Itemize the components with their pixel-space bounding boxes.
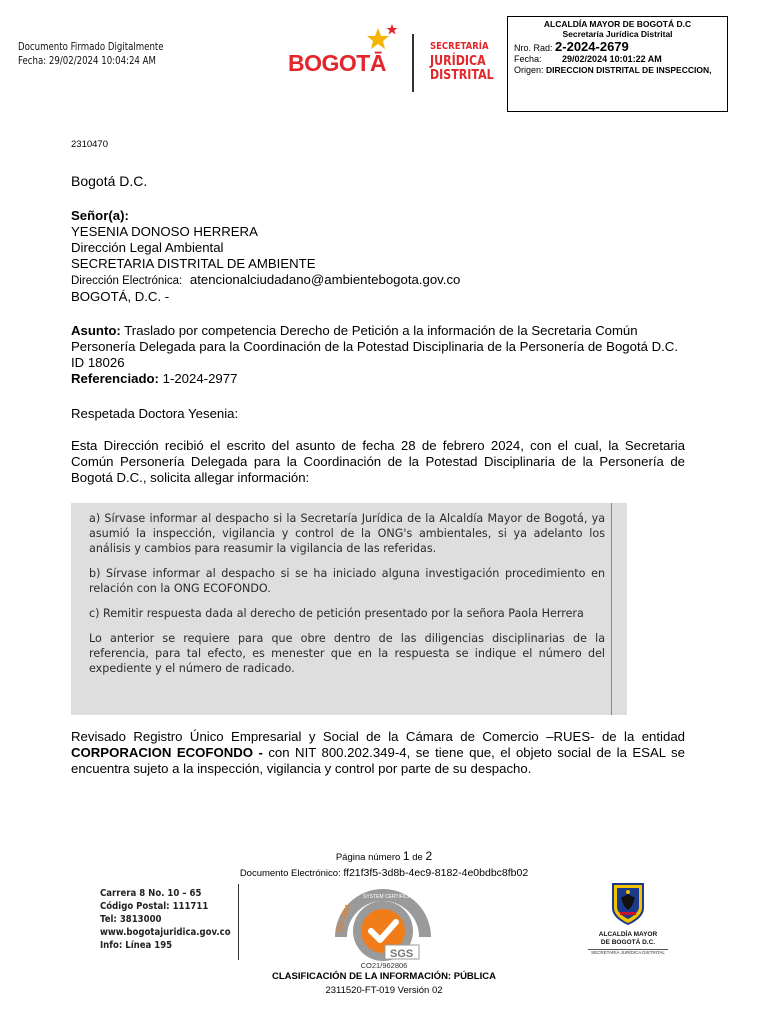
sgs-text: SGS: [390, 948, 414, 960]
request-item-b: b) Sírvase informar al despacho si se ha iniciado alguna investigación procedimiento en relación con la ONG ECOFONDO.: [89, 566, 606, 595]
certificate-code: CO21/962806: [360, 961, 408, 970]
radicado-origin: DIRECCION DISTRITAL DE INSPECCION,: [546, 65, 712, 75]
scan-artifact-line: [611, 503, 612, 715]
secretaria-line-2: JURÍDICA: [430, 53, 486, 69]
doc-id-value: ff21f3f5-3d8b-4ec9-8182-4e0bdbc8fb02: [343, 867, 529, 879]
radicado-number-label: Nro. Rad:: [514, 43, 553, 53]
document-code: 2310470: [71, 139, 108, 150]
paragraph-rues: [71, 729, 685, 777]
electronic-document-id: [0, 867, 768, 879]
website-link[interactable]: www.bogotajuridica.gov.co: [100, 927, 231, 938]
addressee-office: Dirección Legal Ambiental: [71, 240, 224, 255]
contact-address: [100, 887, 231, 952]
addressee-city: BOGOTÁ, D.C. -: [71, 289, 170, 304]
secretaria-logo-text: [430, 40, 494, 84]
alcaldia-line-1: ALCALDÍA MAYOR: [598, 931, 658, 938]
signature-title: Documento Firmado Digitalmente: [18, 41, 164, 53]
email-label: Dirección Electrónica:: [71, 275, 183, 287]
greeting: Respetada Doctora Yesenia:: [71, 406, 239, 421]
radicado-box: [507, 16, 728, 112]
salutation-label: Señor(a):: [71, 208, 129, 223]
radicado-date: 29/02/2024 10:01:22 AM: [562, 54, 662, 64]
subject-text: Traslado por competencia Derecho de Petición a la información de la Secretaria Común Personería Delegada para la Coordinación de la Potestad Disciplinaria de la Personería de Bogotá D.C. ID 18026: [71, 323, 678, 370]
page-label: Página número: [335, 852, 401, 863]
addressee-email[interactable]: atencionalciudadano@ambientebogota.gov.co: [189, 272, 461, 287]
doc-id-label: Documento Electrónico:: [239, 868, 341, 879]
address-line: Carrera 8 No. 10 – 65: [100, 888, 202, 899]
rues-entity: CORPORACION ECOFONDO -: [71, 745, 263, 760]
bogota-coat-of-arms-icon: [611, 882, 645, 926]
radicado-date-label: Fecha:: [514, 54, 542, 64]
subject-block: [71, 323, 685, 387]
page-of: de: [412, 852, 423, 863]
city-line: Bogotá D.C.: [71, 173, 148, 189]
page-total: 2: [425, 849, 433, 863]
request-item-c: c) Remitir respuesta dada al derecho de petición presentado por la señora Paola Herrera: [89, 606, 584, 620]
rues-text-2: con NIT 800.202.349-4, se tiene que, el objeto social de la ESAL se encuentra sujeto a la inspección, vigilancia y control por parte de su despacho.: [71, 745, 685, 776]
logo-divider: [412, 34, 414, 92]
alcaldia-subtitle: SECRETARÍA JURÍDICA DISTRITAL: [588, 949, 668, 955]
signature-date: Fecha: 29/02/2024 10:04:24 AM: [18, 55, 156, 67]
subject-label: Asunto:: [71, 323, 121, 338]
radicado-origin-label: Origen:: [514, 65, 544, 75]
request-item-a: a) Sírvase informar al despacho si la Secretaría Jurídica de la Alcaldía Mayor de Bogotá, ya asumió la inspección, vigilancia y control de la ONG's ambientales, si ya adelanto los análisis y cambios para reasumir la vigilancia de las referidas.: [89, 511, 606, 555]
addressee-block: [71, 208, 685, 305]
info-line: Info: Línea 195: [100, 940, 173, 951]
iso-text: ISO 9001: [335, 903, 353, 934]
reference-label: Referenciado:: [71, 371, 159, 386]
reference-value: 1-2024-2977: [158, 371, 238, 386]
radicado-number: 2-2024-2679: [555, 39, 629, 54]
scanned-request-excerpt: [71, 503, 627, 715]
postal-code: Código Postal: 111711: [100, 901, 209, 912]
alcaldia-logo: [588, 882, 668, 955]
form-version: 2311520-FT-019 Versión 02: [325, 985, 443, 996]
phone: Tel: 3813000: [100, 914, 162, 925]
radicado-header-1: ALCALDÍA MAYOR DE BOGOTÁ D.C: [543, 19, 692, 29]
page-number: [0, 849, 768, 863]
addressee-name: YESENIA DONOSO HERRERA: [71, 224, 258, 239]
request-note: Lo anterior se requiere para que obre dentro de las diligencias disciplinarias de la referencia, para tal efecto, es menester que en la respuesta se indique el número del expediente y el número de radicado.: [89, 631, 606, 675]
digital-signature-stamp: [18, 40, 164, 68]
page-current: 1: [402, 849, 410, 863]
footer-divider: [238, 884, 239, 960]
rues-text-1: Revisado Registro Único Empresarial y Social de la Cámara de Comercio –RUES- de la entidad: [71, 729, 685, 744]
radicado-header-2: Secretaría Jurídica Distrital: [562, 29, 673, 39]
bogota-logo-text: BOGOTĀ: [288, 50, 386, 76]
cert-top-text: SYSTEM CERTIFICATION: [363, 894, 423, 900]
information-classification: CLASIFICACIÓN DE LA INFORMACIÓN: PÚBLICA: [272, 971, 496, 982]
addressee-entity: SECRETARIA DISTRITAL DE AMBIENTE: [71, 256, 316, 271]
paragraph-intro: Esta Dirección recibió el escrito del asunto de fecha 28 de febrero 2024, con el cual, la Secretaria Común Personería Delegada para la Coordinación de la Potestad Disciplinaria de la Personería de Bogotá D.C., solicita allegar información:: [71, 438, 685, 485]
iso-certification-icon: [333, 885, 433, 961]
secretaria-line-1: SECRETARÍA: [430, 41, 489, 52]
alcaldia-line-2: DE BOGOTÁ D.C.: [600, 939, 656, 946]
secretaria-line-3: DISTRITAL: [430, 68, 494, 83]
